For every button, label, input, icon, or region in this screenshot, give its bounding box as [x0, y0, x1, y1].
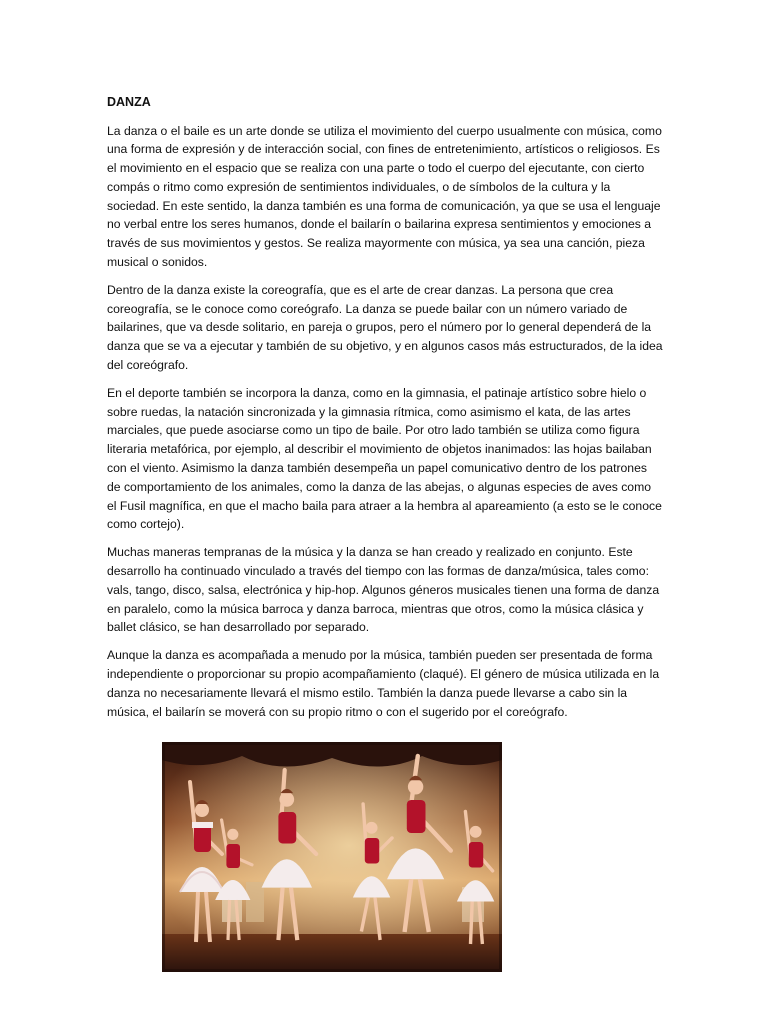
paragraph-1: La danza o el baile es un arte donde se utiliza el movimiento del cuerpo usualmente con música, como una forma de expresión y de interacción social, con fines de entretenimiento, artísticos o religiosos. Es el movimiento en el espacio que se realiza con una parte o todo el cuerpo del ejecutante, con cierto compás o ritmo como expresión de sentimientos individuales, o de símbolos de la cultura y la sociedad. En este sentido, la danza también es una forma de comunicación, ya que se usa el lenguaje no verbal entre los seres humanos, donde el bailarín o bailarina expresa sentimientos y emociones a través de sus movimientos y gestos. Se realiza mayormente con música, ya sea una canción, pieza musical o sonidos. — [107, 123, 662, 270]
document-body — [107, 93, 663, 730]
paragraph-4: Muchas maneras tempranas de la música y la danza se han creado y realizado en conjunto. Este desarrollo ha continuado vinculado a través del tiempo con las formas de danza/música, tales como: vals, tango, disco, salsa, electrónica y hip-hop. Algunos géneros musicales tienen una forma de danza en paralelo, como la música barroca y danza barroca, mientras que otros, como la música clásica y ballet clásico, se han desarrollado por separado. — [107, 545, 660, 635]
ballet-dancers-photo — [162, 742, 502, 972]
paragraph-5: Aunque la danza es acompañada a menudo por la música, también pueden ser presentada de forma independiente o proporcionar su propio acompañamiento (claqué). El género de música utilizada en la danza no necesariamente llevará el mismo estilo. También la danza puede llevarse a cabo sin la música, el bailarín se moverá con su propio ritmo o con el sugerido por el coreógrafo. — [107, 648, 660, 719]
paragraph-3: En el deporte también se incorpora la danza, como en la gimnasia, el patinaje artístico sobre hielo o sobre ruedas, la natación sincronizada y la gimnasia rítmica, como asimismo el kata, de las artes marciales, que puede asociarse como un tipo de baile. Por otro lado también se utiliza como figura literaria metafórica, por ejemplo, al describir el movimiento de objetos inanimados: las hojas bailaban con el viento. Asimismo la danza también desempeña un papel comunicativo dentro de los patrones de comportamiento de los animales, como la danza de las abejas, o algunas especies de aves como el Fusil magnífica, en que el macho baila para atraer a la hembra al apareamiento (a esto se le conoce como cortejo). — [107, 385, 662, 532]
document-title: DANZA — [107, 95, 151, 109]
paragraph-2: Dentro de la danza existe la coreografía, que es el arte de crear danzas. La persona que crea coreografía, se le conoce como coreógrafo. La danza se puede bailar con un número variado de bailarines, que va desde solitario, en pareja o grupos, pero el número por lo general dependerá de la danza que se va a ejecutar y también de su objetivo, y en algunos casos más estructurados, de la idea del coreógrafo. — [107, 282, 663, 373]
